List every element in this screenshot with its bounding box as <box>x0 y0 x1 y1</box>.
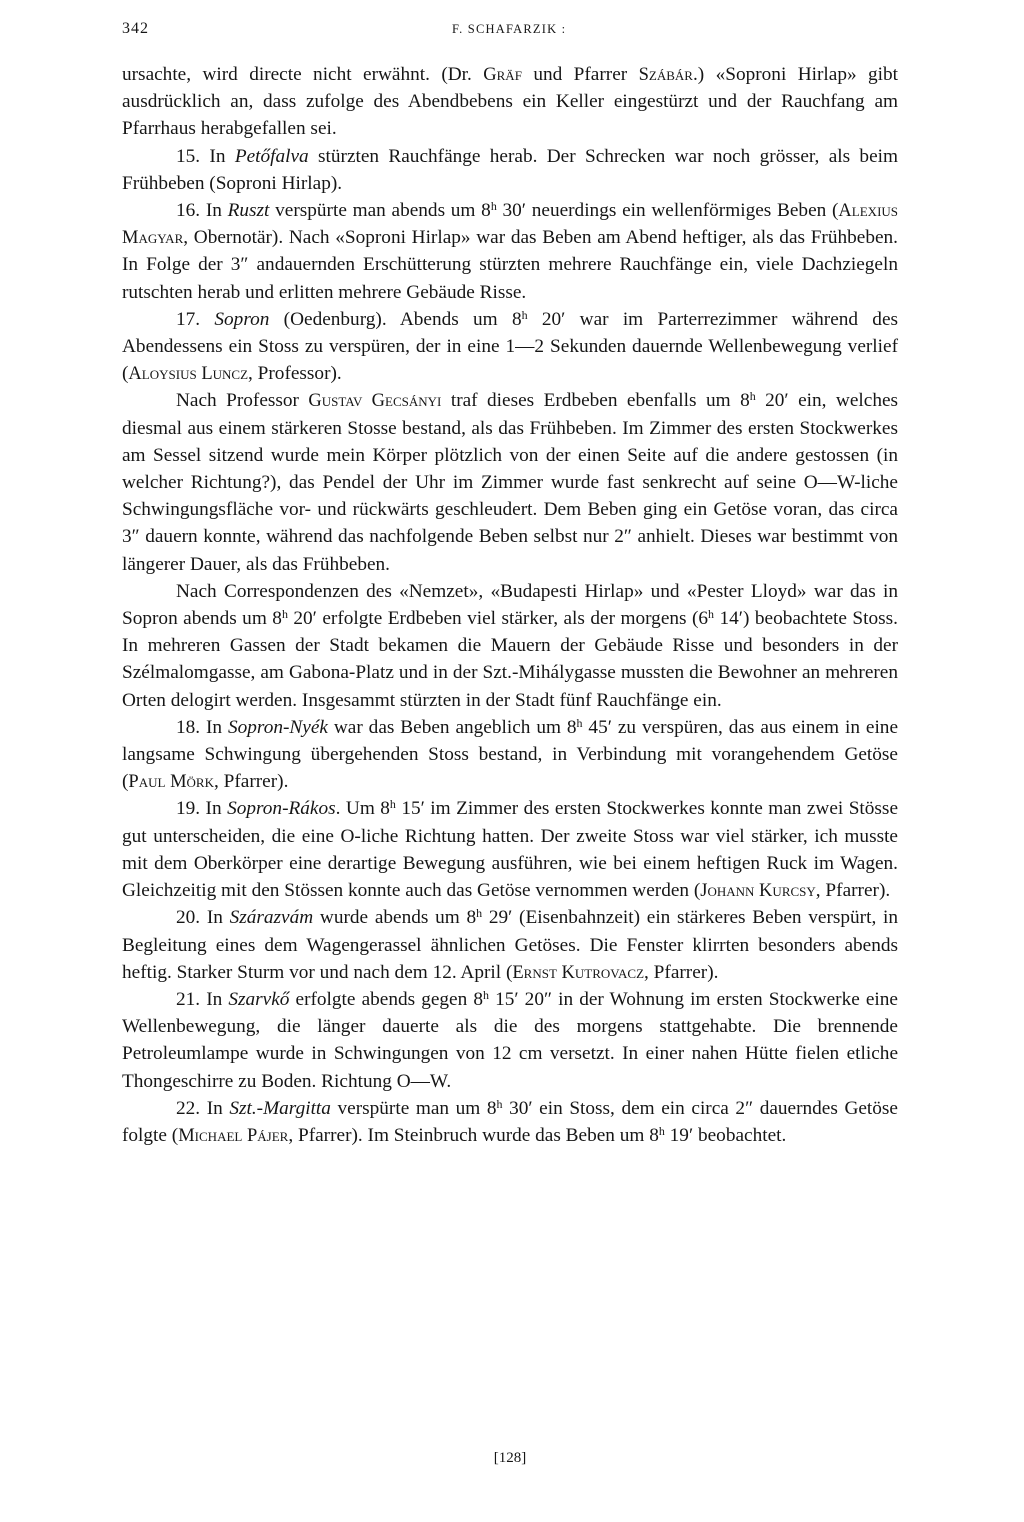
place-name: Petőfalva <box>234 145 309 167</box>
place-name: Sopron-Nyék <box>228 716 328 738</box>
text-run: , Pfarrer). <box>644 961 719 983</box>
place-name: Szárazvám <box>229 907 314 929</box>
text-run: 15′ im Zimmer des ersten Stockwerkes konnte man zwei Stösse gut unterscheiden, die eine O-liche Richtung hatten. Der zweite Stoss war viel stärker, ich musste mit dem Oberkörper eine derartige Bewegung ausführen, wie bei einem heftigen Ruck im Wagen. Gleichzeitig mit den Stössen konnte auch das Getöse vernommen werden ( <box>122 798 898 902</box>
text-run: wurde abends um 8 <box>313 907 477 929</box>
person-name: Paul Mörk <box>128 771 214 793</box>
person-name: Gustav Gecsányi <box>308 390 442 412</box>
text-run: traf dieses Erdbeben ebenfalls um 8 <box>441 390 750 412</box>
hour-superscript: h <box>496 1096 503 1111</box>
text-run: war das Beben angeblich um 8 <box>327 716 577 738</box>
text-run: (Oedenburg). Abends um 8 <box>269 308 522 330</box>
running-head: F. SCHAFARZIK : <box>452 22 567 36</box>
paragraph <box>122 795 898 904</box>
hour-superscript: h <box>483 987 489 1002</box>
text-run: 20′ erfolgte Erdbeben viel stärker, als der morgens (6 <box>287 608 709 630</box>
text-run: 20. In <box>176 907 230 929</box>
text-run: 19′ beobachtet. <box>664 1124 787 1146</box>
text-run: verspürte man um 8 <box>330 1097 497 1119</box>
text-run: 19. In <box>176 798 228 820</box>
text-run: 14′) beobachtete Stoss. In mehreren Gassen der Stadt bekamen die Mauern der Gebäude Risse und besonders in der Szélmalomgasse, am Gabona-Platz und in der Szt.-Mihálygasse mussten die Bewohner an mehreren Orten delogirt werden. Insgesammt stürzten in der Stadt fünf Rauchfänge ein. <box>122 608 898 711</box>
text-run: 22. In <box>176 1097 230 1119</box>
hour-superscript: h <box>658 1123 665 1138</box>
place-name: Szarvkő <box>228 988 290 1010</box>
paragraph <box>122 714 898 796</box>
text-run: 15. In <box>176 145 235 167</box>
person-name: Johann Kurcsy <box>700 880 816 902</box>
text-run: ursachte, wird directe nicht erwähnt. (Dr. <box>122 64 484 85</box>
paragraph <box>122 1095 898 1149</box>
paragraph <box>122 986 898 1095</box>
text-run: 20′ ein, welches diesmal aus einem stärkeren Stosse bestand, als das Frühbeben. Im Zimmer des ersten Stockwerkes am Sessel sitzend wurde mein Körper plötzlich von der einen Seite auf die andere gestossen (in welcher Richtung?), das Pendel der Uhr im Zimmer wurde fast senkrecht auf seine O—W-liche Schwingungsfläche vor- und rückwärts geschleudert. Dem Beben ging ein Getöse voran, das circa 3″ dauern konnte, während das nachfolgende Beben selbst nur 2″ anhielt. Dieses war bestimmt von längerer Dauer, als das Frühbeben. <box>122 390 899 575</box>
paragraph <box>122 197 898 306</box>
paragraph <box>122 306 898 388</box>
text-run: Nach Correspondenzen des «Nemzet», «Budapesti Hirlap» und «Pester Lloyd» war das in Sopron abends um 8 <box>122 580 898 630</box>
paragraph <box>122 904 898 986</box>
hour-superscript: h <box>749 389 756 404</box>
text-run: , Professor). <box>248 363 342 385</box>
hour-superscript: h <box>708 607 715 622</box>
hour-superscript: h <box>490 199 497 214</box>
person-name: Gräf <box>483 64 522 85</box>
person-name: Szábár <box>638 64 693 85</box>
page-footer-marker: [128] <box>493 1450 527 1466</box>
text-run: 30′ ein Stoss, dem ein circa 2″ dauerndes Getöse folgte ( <box>122 1097 898 1146</box>
paragraph <box>122 143 898 197</box>
text-run: , Pfarrer). Im Steinbruch wurde das Beben um 8 <box>288 1124 659 1146</box>
place-name: Sopron-Rákos <box>227 798 336 820</box>
text-run: 29′ (Eisenbahnzeit) ein stärkeres Beben verspürt, in Begleitung eines dem Wagengerassel ähnlichen Getöses. Die Fenster klirrten besonders abends heftig. Starker Sturm vor und nach dem 12. April ( <box>122 907 898 983</box>
text-run: , Obernotär). Nach «Soproni Hirlap» war das Beben am Abend heftiger, als das Frühbeben. In Folge der 3″ andauernden Erschütterung stürzten mehrere Rauchfänge ein, viele Dachziegeln rutschten herab und erlitten mehrere Gebäude Risse. <box>122 227 898 303</box>
place-name: Szt.-Margitta <box>229 1097 331 1119</box>
body-text <box>122 61 898 1149</box>
hour-superscript: h <box>576 715 583 730</box>
text-run: 30′ neuerdings ein wellenförmiges Beben ( <box>496 200 839 222</box>
text-run: . Um 8 <box>335 798 390 820</box>
text-run: stürzten Rauchfänge herab. Der Schrecken war noch grösser, als beim Frühbeben (Soproni Hirlap). <box>122 145 898 194</box>
person-name: Aloysius Luncz <box>128 363 249 385</box>
page-number: 342 <box>122 20 149 37</box>
person-name: Michael Pájer <box>178 1124 289 1146</box>
place-name: Ruszt <box>227 200 270 222</box>
text-run: Nach Professor <box>176 390 309 412</box>
text-run: 18. In <box>176 716 228 738</box>
hour-superscript: h <box>281 607 288 622</box>
text-run: verspürte man abends um 8 <box>269 200 491 222</box>
text-run: , Pfarrer). <box>213 771 289 793</box>
text-run: 45′ zu verspüren, das aus einem in eine langsame Schwingung übergehenden Stoss bestand, in Verbindung mit vorangehendem Getöse ( <box>122 716 898 793</box>
text-run: 20′ war im Parterrezimmer während des Abendessens ein Stoss zu verspüren, der in eine 1—2 Sekunden dauernde Wellenbewegung verlief ( <box>122 308 899 385</box>
text-run: und Pfarrer <box>521 64 639 85</box>
text-run: 21. In <box>176 988 229 1010</box>
text-run: , Pfarrer). <box>815 880 891 902</box>
page-header <box>122 20 898 42</box>
text-run: 15′ 20″ in der Wohnung im ersten Stockwerke eine Wellenbewegung, die länger dauerte als die des morgens stattgehabte. Die brennende Petroleumlampe wurde in Schwingungen von 12 cm versetzt. In einer nahen Hütte fielen etliche Thongeschirre zu Boden. Richtung O—W. <box>122 988 898 1092</box>
paragraph <box>122 61 898 143</box>
hour-superscript: h <box>476 906 483 921</box>
person-name: Ernst Kutrovacz <box>512 961 645 983</box>
text-run: .) «Soproni Hirlap» gibt ausdrücklich an, dass zufolge des Abendbebens ein Keller eingestürzt und der Rauchfang am Pfarrhaus herabgefallen sei. <box>122 64 898 140</box>
person-name: Alexius Magyar <box>122 200 899 249</box>
text-run: 16. In <box>176 200 228 222</box>
text-run: 17. <box>176 308 215 330</box>
hour-superscript: h <box>521 307 528 322</box>
place-name: Sopron <box>214 308 270 330</box>
text-run: erfolgte abends gegen 8 <box>289 988 483 1010</box>
paragraph <box>122 578 898 714</box>
paragraph <box>122 387 898 577</box>
hour-superscript: h <box>389 797 396 812</box>
